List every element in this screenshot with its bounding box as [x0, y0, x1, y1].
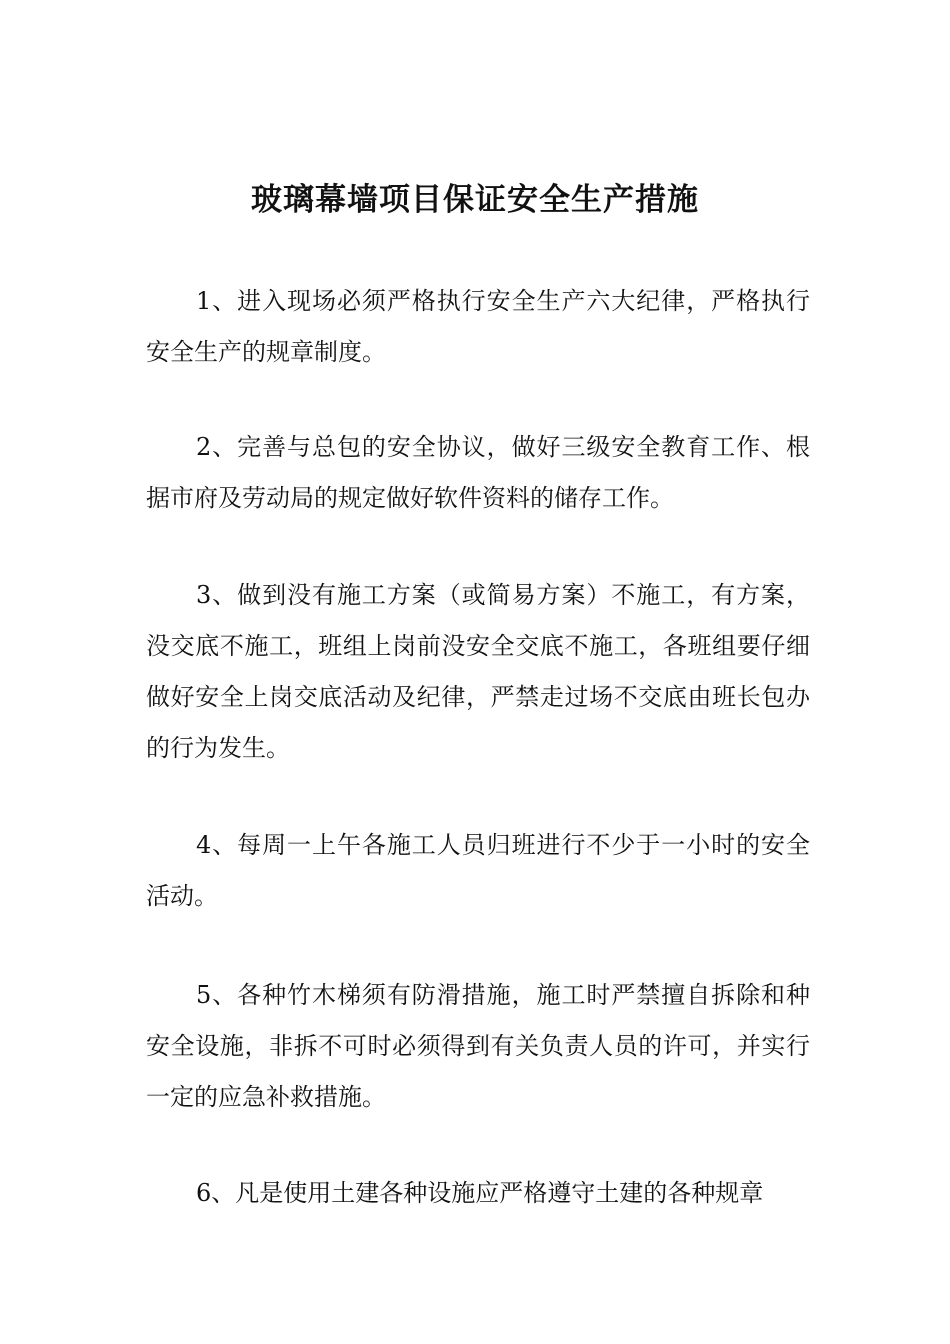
paragraph-1: 1、进入现场必须严格执行安全生产六大纪律，严格执行安全生产的规章制度。	[146, 287, 810, 366]
paragraph-4: 4、每周一上午各施工人员归班进行不少于一小时的安全活动。	[146, 831, 810, 910]
paragraph-3: 3、做到没有施工方案（或简易方案）不施工，有方案，没交底不施工，班组上岗前没安全交底不施工，各班组要仔细做好安全上岗交底活动及纪律，严禁走过场不交底由班长包办的行为发生。	[146, 581, 810, 762]
document-title: 玻璃幕墙项目保证安全生产措施	[251, 182, 699, 218]
paragraph-6: 6、凡是使用土建各种设施应严格遵守土建的各种规章	[196, 1179, 764, 1207]
paragraph-5: 5、各种竹木梯须有防滑措施，施工时严禁擅自拆除和种安全设施，非拆不可时必须得到有关负责人员的许可，并实行一定的应急补救措施。	[146, 981, 810, 1111]
paragraph-2: 2、完善与总包的安全协议，做好三级安全教育工作、根据市府及劳动局的规定做好软件资料的储存工作。	[146, 433, 810, 512]
